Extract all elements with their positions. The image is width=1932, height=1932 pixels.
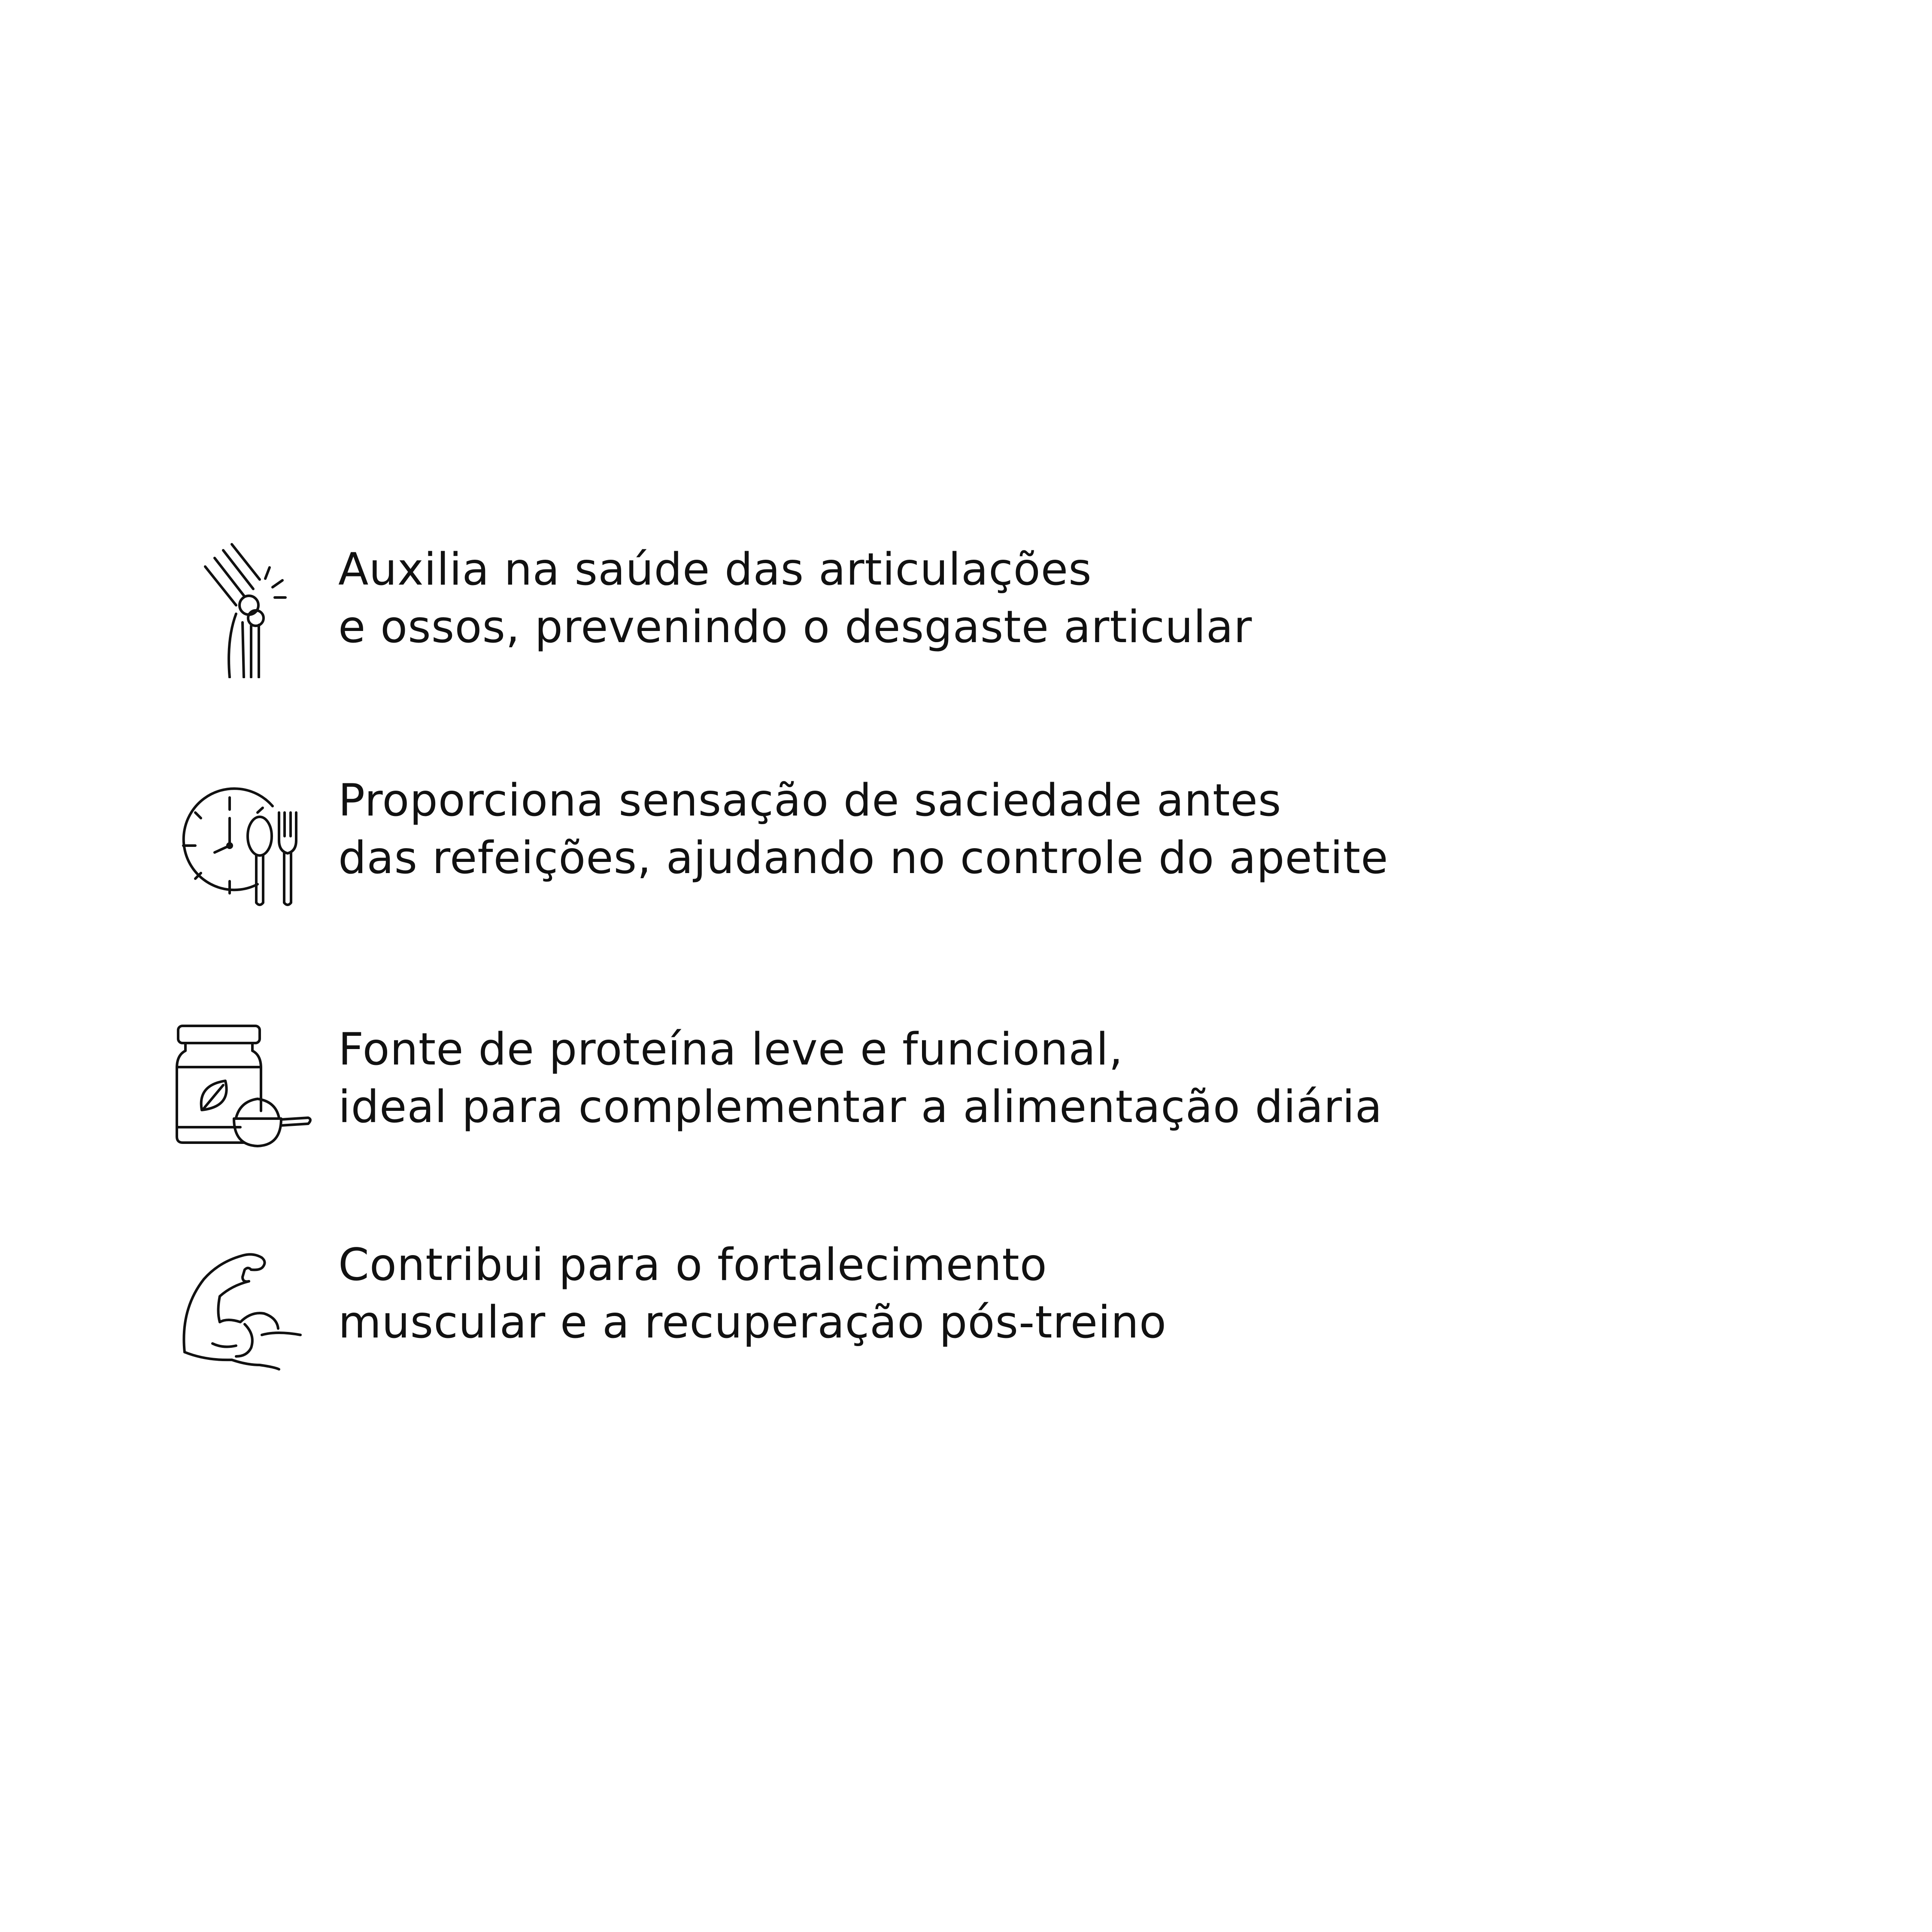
flexed-arm-icon	[172, 1236, 318, 1374]
benefit-line-1: Auxilia na saúde das articulações	[338, 544, 1092, 595]
benefit-line-2: ideal para complementar a alimentação diária	[338, 1081, 1383, 1133]
protein-jar-icon	[172, 1021, 318, 1158]
benefit-line-2: muscular e a recuperação pós-treino	[338, 1297, 1167, 1348]
benefit-text	[338, 772, 1389, 887]
knee-joint-icon	[172, 541, 318, 678]
benefit-item-muscle	[172, 1236, 1760, 1374]
benefit-item-joints	[172, 541, 1760, 678]
benefit-line-1: Proporciona sensação de saciedade antes	[338, 775, 1282, 826]
benefit-line-1: Fonte de proteína leve e funcional,	[338, 1024, 1123, 1075]
benefit-line-2: das refeições, ajudando no controle do apetite	[338, 832, 1389, 884]
clock-spoon-fork-icon	[172, 772, 318, 909]
benefit-text	[338, 541, 1252, 656]
benefit-item-satiety	[172, 772, 1760, 909]
benefit-text	[338, 1021, 1383, 1136]
benefit-line-1: Contribui para o fortalecimento	[338, 1239, 1047, 1291]
benefit-text	[338, 1236, 1167, 1351]
benefit-line-2: e ossos, prevenindo o desgaste articular	[338, 601, 1253, 653]
benefit-item-protein	[172, 1021, 1760, 1158]
